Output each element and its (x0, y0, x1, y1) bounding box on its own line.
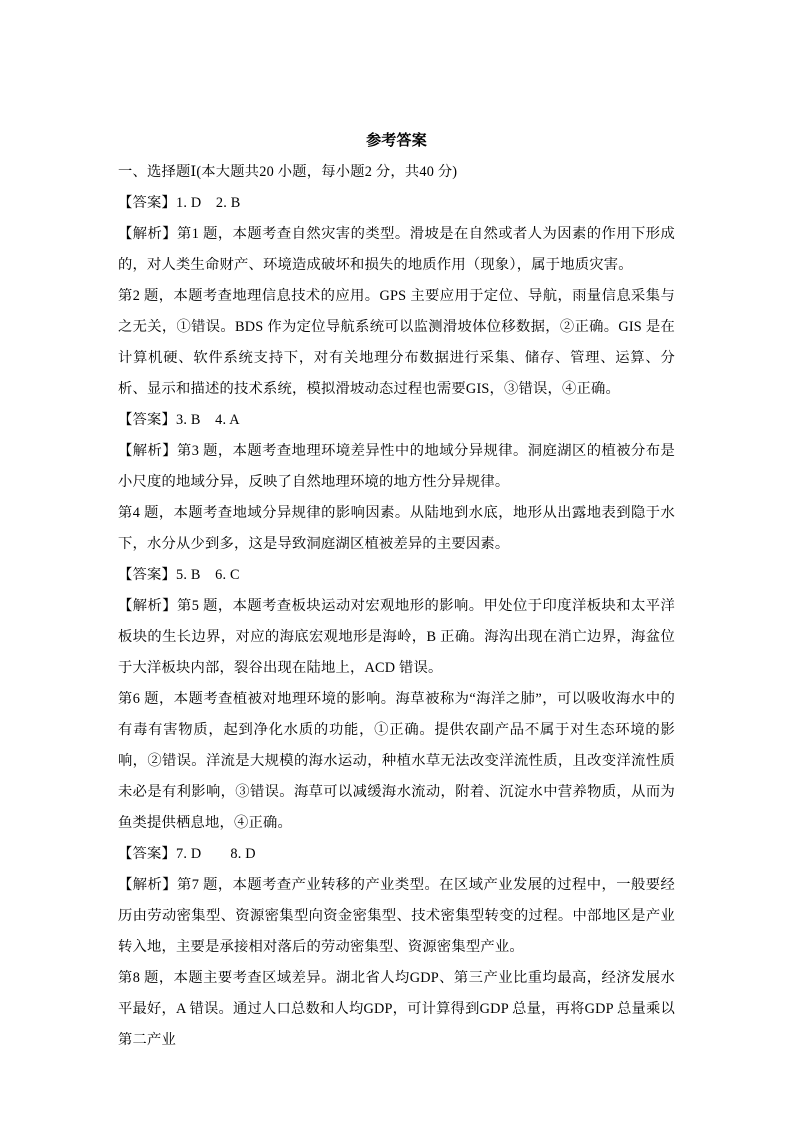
explanation-q3: 【解析】第3 题，本题考查地理环境差异性中的地域分异规律。洞庭湖区的植被分布是小尺度的地域分异，反映了自然地理环境的地方性分异规律。 (118, 443, 675, 490)
explanation-q8: 第8 题，本题主要考查区域差异。湖北省人均GDP、第三产业比重均最高，经济发展水平最好，A 错误。通过人口总数和人均GDP，可计算得到GDP 总量，再将GDP 总量乘以第二产业 (118, 970, 675, 1048)
explanation-q7: 【解析】第7 题，本题考查产业转移的产业类型。在区域产业发展的过程中，一般要经历由劳动密集型、资源密集型向资金密集型、技术密集型转变的过程。中部地区是产业转入地，主要是承接相对落后的劳动密集型、资源密集型产业。 (118, 877, 675, 955)
document-title: 参考答案 (366, 133, 427, 149)
answer-line-3-4: 【答案】3. B 4. A (118, 412, 240, 428)
explanation-q6: 第6 题，本题考查植被对地理环境的影响。海草被称为“海洋之肺”，可以吸收海水中的有毒有害物质，起到净化水质的功能，①正确。提供农副产品不属于对生态环境的影响，②错误。洋流是大规模的海水运动，种植水草无法改变洋流性质，且改变洋流性质未必是有利影响，③错误。海草可以减缓海水流动，附着、沉淀水中营养物质，从而为鱼类提供栖息地，④正确。 (118, 691, 675, 831)
answer-line-7-8: 【答案】7. D 8. D (118, 846, 256, 862)
explanation-q4: 第4 题，本题考查地域分异规律的影响因素。从陆地到水底，地形从出露地表到隐于水下，水分从少到多，这是导致洞庭湖区植被差异的主要因素。 (118, 505, 675, 552)
explanation-q2: 第2 题，本题考查地理信息技术的应用。GPS 主要应用于定位、导航，雨量信息采集与之无关，①错误。BDS 作为定位导航系统可以监测滑坡体位移数据，②正确。GIS 是在计算机硬、软件系统支持下，对有关地理分布数据进行采集、储存、管理、运算、分析、显示和描述的技术系统，模拟滑坡动态过程也需要GIS，③错误，④正确。 (118, 288, 675, 397)
explanation-q1: 【解析】第1 题，本题考查自然灾害的类型。滑坡是在自然或者人为因素的作用下形成的，对人类生命财产、环境造成破坏和损失的地质作用（现象），属于地质灾害。 (118, 226, 675, 273)
explanation-q5: 【解析】第5 题，本题考查板块运动对宏观地形的影响。甲处位于印度洋板块和太平洋板块的生长边界，对应的海底宏观地形是海岭，B 正确。海沟出现在消亡边界，海盆位于大洋板块内部，裂谷出现在陆地上，ACD 错误。 (118, 598, 675, 676)
section-heading: 一、选择题Ⅰ(本大题共20 小题，每小题2 分，共40 分) (118, 164, 458, 180)
answer-line-1-2: 【答案】1. D 2. B (118, 195, 241, 211)
answer-line-5-6: 【答案】5. B 6. C (118, 567, 240, 583)
